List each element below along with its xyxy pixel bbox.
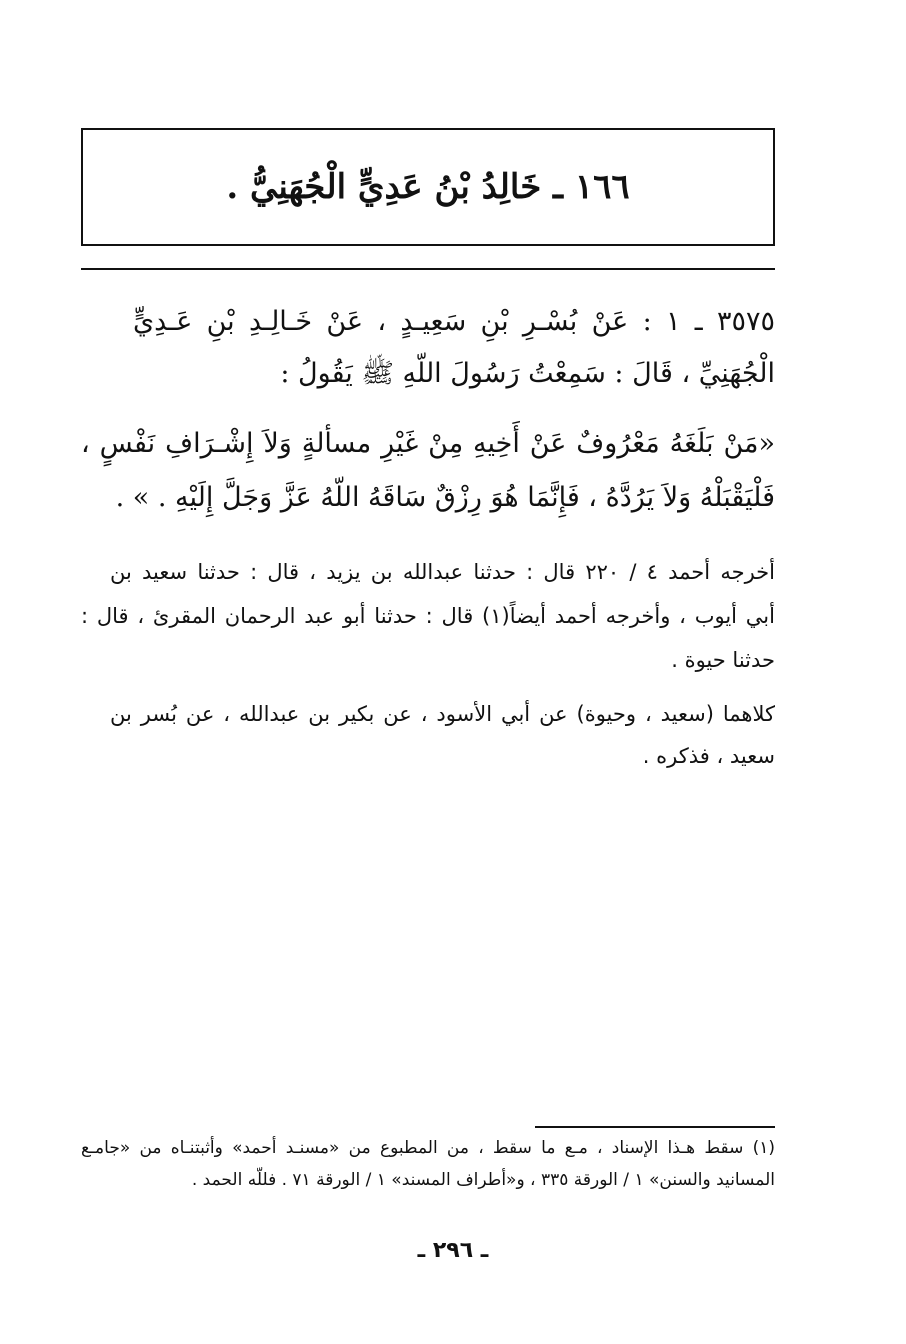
takhrij-line-5: سعيد ، فذكره . [642, 744, 775, 768]
hadith-line-2: الْجُهَنِيِّ ، قَالَ : سَمِعْتُ رَسُولَ اللّهِ ﷺ يَقُولُ : [280, 358, 775, 389]
footnote-line-1: (١) سقط هـذا الإسناد ، مـع ما سقط ، من المطبوع من «مسنـد أحمد» وأثبتنـاه من «جامـع [81, 1138, 775, 1158]
chapter-title-box [81, 128, 775, 246]
hadith-line-4: فَلْيَقْبَلْهُ وَلاَ يَرُدَّهُ ، فَإِنَّمَا هُوَ رِزْقٌ سَاقَهُ اللّهُ عَزَّ وَجَلَّ إِلَيْهِ . » . [115, 482, 775, 513]
takhrij-line-2: أبي أيوب ، وأخرجه أحمد أيضاً(١) قال : حدثنا أبو عبد الرحمان المقرئ ، قال : [81, 604, 775, 628]
takhrij-line-4: كلاهما (سعيد ، وحيوة) عن أبي الأسود ، عن بكير بن عبدالله ، عن بُسر بن [110, 702, 775, 726]
title-divider [81, 268, 775, 270]
chapter-title: ١٦٦ ـ خَالِدُ بْنُ عَدِيٍّ الْجُهَنِيُّ . [226, 167, 630, 207]
hadith-line-1: ٣٥٧٥ ـ ١ : عَنْ بُسْـرِ بْنِ سَعِيـدٍ ، عَنْ خَـالِـدِ بْنِ عَـدِيٍّ [133, 306, 775, 337]
footnote-divider [535, 1126, 775, 1128]
page-number: ـ ٢٩٦ ـ [417, 1238, 489, 1263]
hadith-line-3: «مَنْ بَلَغَهُ مَعْرُوفٌ عَنْ أَخِيهِ مِنْ غَيْرِ مسألةٍ وَلاَ إِشْـرَافِ نَفْسٍ ، [81, 428, 775, 459]
footnote-line-2: المسانيد والسنن» ١ / الورقة ٣٣٥ ، و«أطراف المسند» ١ / الورقة ٧١ . فللّه الحمد . [191, 1170, 775, 1190]
takhrij-line-1: أخرجه أحمد ٤ / ٢٢٠ قال : حدثنا عبدالله بن يزيد ، قال : حدثنا سعيد بن [110, 560, 775, 584]
takhrij-line-3: حدثنا حيوة . [671, 648, 775, 672]
